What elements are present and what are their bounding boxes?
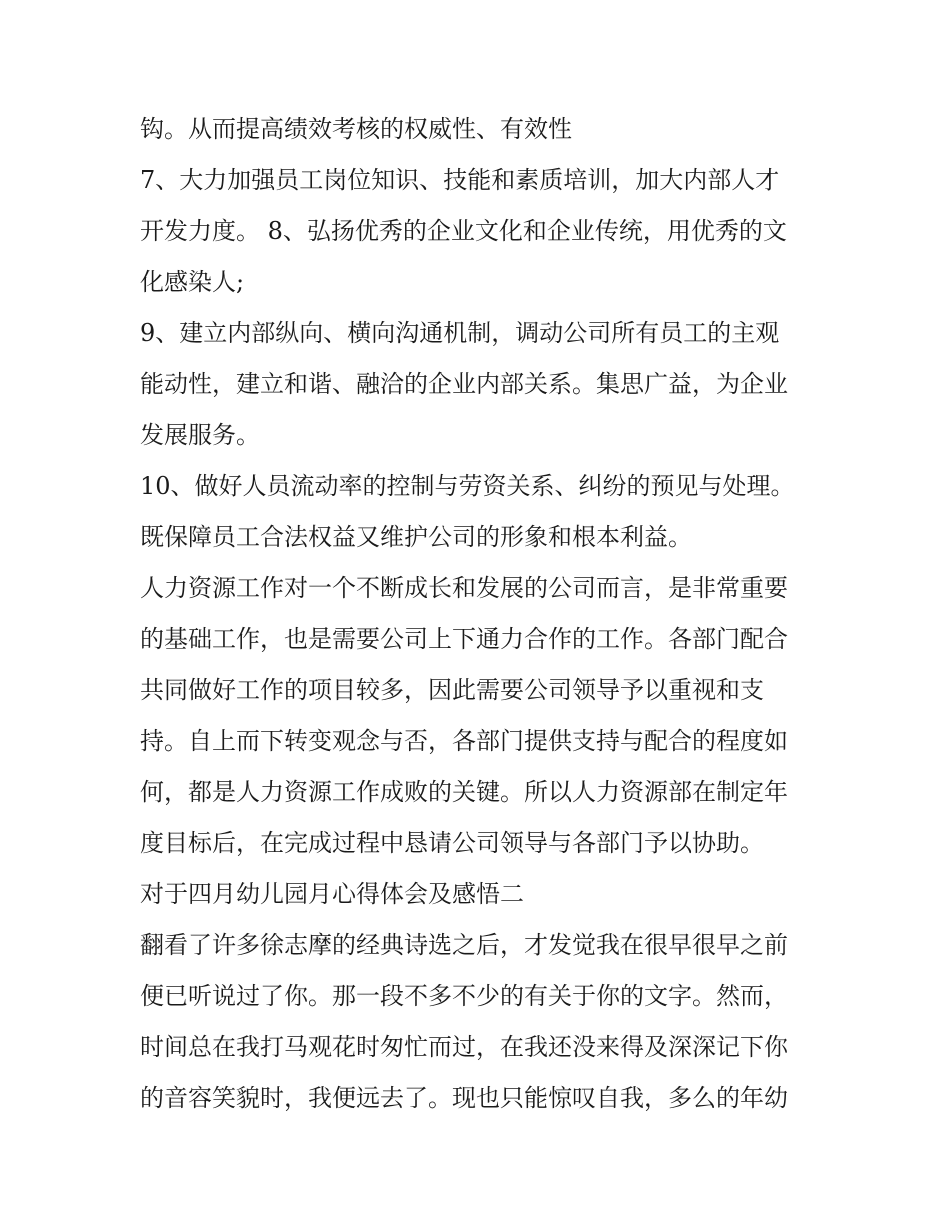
text-line: 的音容笑貌时，我便远去了。现也只能惊叹自我，多么的年幼 xyxy=(140,1084,788,1112)
section-heading: 对于四月幼儿园月心得体会及感悟二 xyxy=(140,880,524,908)
text-line: 10、做好人员流动率的控制与劳资关系、纠纷的预见与处理。 xyxy=(140,472,795,500)
text-line: 发展服务。 xyxy=(140,421,260,449)
text-line: 化感染人; xyxy=(140,268,245,296)
text-line: 既保障员工合法权益又维护公司的形象和根本利益。 xyxy=(140,523,692,551)
text-line: 人力资源工作对一个不断成长和发展的公司而言，是非常重要 xyxy=(140,574,788,602)
text-line: 时间总在我打马观花时匆忙而过，在我还没来得及深深记下你 xyxy=(140,1033,788,1061)
text-line: 9、建立内部纵向、横向沟通机制，调动公司所有员工的主观 xyxy=(140,319,780,347)
text-line: 持。自上而下转变观念与否，各部门提供支持与配合的程度如 xyxy=(140,727,788,755)
text-line: 开发力度。 8、弘扬优秀的企业文化和企业传统，用优秀的文 xyxy=(140,217,787,245)
text-line: 能动性，建立和谐、融洽的企业内部关系。集思广益，为企业 xyxy=(140,370,788,398)
text-line: 7、大力加强员工岗位知识、技能和素质培训，加大内部人才 xyxy=(140,166,780,194)
text-line: 何，都是人力资源工作成败的关键。所以人力资源部在制定年 xyxy=(140,778,788,806)
text-line: 的基础工作，也是需要公司上下通力合作的工作。各部门配合 xyxy=(140,625,788,653)
text-line: 翻看了许多徐志摩的经典诗选之后，才发觉我在很早很早之前 xyxy=(140,931,788,959)
text-line: 共同做好工作的项目较多，因此需要公司领导予以重视和支 xyxy=(140,676,764,704)
text-line: 钩。从而提高绩效考核的权威性、有效性 xyxy=(140,115,572,143)
text-line: 度目标后，在完成过程中恳请公司领导与各部门予以协助。 xyxy=(140,829,764,857)
text-line: 便已听说过了你。那一段不多不少的有关于你的文字。然而， xyxy=(140,982,788,1010)
document-body xyxy=(140,104,830,1124)
